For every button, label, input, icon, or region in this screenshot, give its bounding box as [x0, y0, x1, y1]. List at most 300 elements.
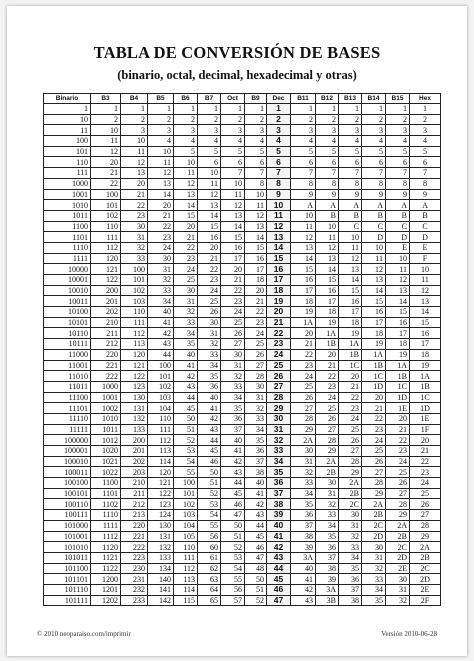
table-cell: 14	[339, 275, 362, 286]
table-cell: 24	[174, 264, 198, 275]
table-cell: 37	[221, 424, 245, 435]
table-cell: D	[362, 232, 386, 243]
table-cell: 13	[267, 232, 291, 243]
table-cell: 16	[339, 296, 362, 307]
table-cell: 101110	[44, 584, 91, 595]
table-cell: 3	[245, 125, 267, 136]
table-cell: 3	[198, 125, 221, 136]
table-cell: 1	[267, 104, 291, 115]
table-cell: 140	[148, 574, 174, 585]
table-cell: 28	[267, 392, 291, 403]
table-cell: 25	[386, 467, 410, 478]
table-cell: 24	[148, 242, 174, 253]
table-cell: 15	[291, 264, 316, 275]
table-row	[44, 275, 441, 286]
table-cell: 12	[91, 146, 121, 157]
table-cell: 122	[148, 488, 174, 499]
table-cell: 15	[267, 253, 291, 264]
table-cell: 10	[148, 146, 174, 157]
table-cell: 100	[44, 136, 91, 147]
table-cell: 21	[121, 189, 148, 200]
table-cell: 45	[174, 403, 198, 414]
column-header: B5	[148, 94, 174, 104]
table-cell: 9	[291, 189, 316, 200]
table-cell: 22	[362, 413, 386, 424]
table-cell: 1E	[410, 413, 441, 424]
table-cell: 4	[267, 136, 291, 147]
table-cell: 37	[267, 488, 291, 499]
table-cell: 17	[267, 275, 291, 286]
table-cell: 12	[198, 189, 221, 200]
table-cell: 25	[410, 488, 441, 499]
table-cell: 7	[245, 168, 267, 179]
table-cell: 10	[410, 264, 441, 275]
table-cell: 25	[267, 360, 291, 371]
table-cell: 23	[410, 467, 441, 478]
table-cell: 12	[148, 168, 174, 179]
table-cell: 124	[148, 510, 174, 521]
table-cell: 100001	[44, 446, 91, 457]
table-row	[44, 339, 441, 350]
table-row	[44, 392, 441, 403]
table-cell: 11	[44, 125, 91, 136]
table-cell: 31	[267, 424, 291, 435]
table-cell: 22	[148, 221, 174, 232]
table-cell: 60	[198, 542, 221, 553]
table-cell: 45	[221, 488, 245, 499]
table-cell: 2D	[410, 574, 441, 585]
table-cell: 30	[148, 253, 174, 264]
table-cell: 10	[174, 157, 198, 168]
table-cell: 1	[91, 104, 121, 115]
table-cell: 56	[221, 584, 245, 595]
table-row	[44, 328, 441, 339]
table-cell: 103	[174, 510, 198, 521]
table-cell: 12	[386, 275, 410, 286]
table-cell: 212	[91, 339, 121, 350]
table-cell: 1	[44, 104, 91, 115]
table-cell: 35	[316, 531, 339, 542]
table-cell: 11	[198, 178, 221, 189]
table-cell: 1102	[91, 499, 121, 510]
table-cell: 100000	[44, 435, 91, 446]
table-cell: 16	[410, 328, 441, 339]
table-cell: 32	[148, 275, 174, 286]
table-cell: 1	[174, 104, 198, 115]
table-cell: 32	[316, 499, 339, 510]
table-cell: 13	[291, 242, 316, 253]
table-cell: 12	[121, 157, 148, 168]
table-cell: 203	[121, 467, 148, 478]
table-cell: 3	[148, 125, 174, 136]
table-cell: 52	[174, 435, 198, 446]
table-cell: 5	[386, 146, 410, 157]
table-cell: 1111	[44, 253, 91, 264]
table-cell: 1F	[410, 424, 441, 435]
table-cell: 102	[91, 210, 121, 221]
column-header: B13	[339, 94, 362, 104]
table-cell: 222	[121, 542, 148, 553]
table-cell: 100	[91, 189, 121, 200]
document-page	[7, 6, 467, 656]
table-row	[44, 563, 441, 574]
table-cell: 101	[174, 488, 198, 499]
table-cell: 42	[267, 542, 291, 553]
table-cell: 1020	[91, 446, 121, 457]
table-cell: 33	[198, 349, 221, 360]
table-cell: 34	[221, 392, 245, 403]
table-cell: 16	[291, 275, 316, 286]
table-cell: 47	[245, 552, 267, 563]
table-cell: 22	[121, 200, 148, 211]
table-cell: 101010	[44, 542, 91, 553]
table-cell: 1110	[91, 510, 121, 521]
table-cell: 19	[339, 328, 362, 339]
table-cell: 5	[267, 146, 291, 157]
column-header: B14	[362, 94, 386, 104]
table-row	[44, 114, 441, 125]
table-cell: 46	[267, 584, 291, 595]
table-cell: 35	[198, 371, 221, 382]
table-cell: 1D	[362, 381, 386, 392]
table-cell: 26	[362, 456, 386, 467]
table-cell: 10	[339, 232, 362, 243]
table-cell: 2	[291, 114, 316, 125]
table-cell: 40	[198, 392, 221, 403]
table-cell: 1	[291, 104, 316, 115]
table-cell: 1	[148, 104, 174, 115]
table-cell: 18	[410, 349, 441, 360]
table-cell: 35	[267, 467, 291, 478]
table-row	[44, 467, 441, 478]
table-cell: 52	[221, 542, 245, 553]
table-row	[44, 371, 441, 382]
table-cell: 51	[174, 424, 198, 435]
table-cell: 111	[121, 317, 148, 328]
table-cell: 23	[121, 210, 148, 221]
table-cell: 2	[148, 114, 174, 125]
table-cell: 16	[316, 285, 339, 296]
table-cell: 36	[221, 413, 245, 424]
table-cell: 11	[221, 189, 245, 200]
table-cell: 14	[386, 296, 410, 307]
table-cell: 17	[362, 317, 386, 328]
table-row	[44, 136, 441, 147]
table-cell: 31	[362, 552, 386, 563]
table-cell: 13	[198, 200, 221, 211]
column-header: B3	[91, 94, 121, 104]
table-cell: 4	[362, 136, 386, 147]
table-cell: 32	[198, 339, 221, 350]
table-cell: 18	[362, 328, 386, 339]
table-cell: 38	[339, 595, 362, 606]
table-cell: 31	[148, 264, 174, 275]
table-cell: 22	[245, 307, 267, 318]
table-cell: 21	[339, 381, 362, 392]
table-cell: 25	[198, 296, 221, 307]
table-cell: 17	[221, 253, 245, 264]
table-cell: 23	[174, 253, 198, 264]
table-cell: 24	[291, 371, 316, 382]
table-cell: 35	[174, 339, 198, 350]
table-cell: 32	[386, 595, 410, 606]
table-cell: 22	[339, 392, 362, 403]
table-cell: 200	[91, 285, 121, 296]
table-cell: 230	[121, 563, 148, 574]
table-cell: 1B	[410, 381, 441, 392]
table-cell: 24	[267, 349, 291, 360]
table-header-row	[44, 94, 441, 104]
table-cell: 21	[245, 296, 267, 307]
table-cell: 15	[339, 285, 362, 296]
table-row	[44, 296, 441, 307]
table-cell: 9	[410, 189, 441, 200]
table-cell: 100100	[44, 478, 91, 489]
table-cell: 22	[198, 264, 221, 275]
table-cell: 1B	[362, 360, 386, 371]
table-cell: 20	[198, 242, 221, 253]
table-cell: 113	[148, 446, 174, 457]
table-cell: 101011	[44, 552, 91, 563]
table-cell: 1	[410, 104, 441, 115]
table-cell: 14	[174, 200, 198, 211]
table-cell: 28	[410, 520, 441, 531]
table-cell: 10	[245, 189, 267, 200]
table-cell: 37	[316, 552, 339, 563]
table-cell: 23	[221, 296, 245, 307]
table-cell: 25	[362, 446, 386, 457]
table-cell: 22	[91, 178, 121, 189]
table-cell: 14	[245, 232, 267, 243]
table-cell: D	[386, 232, 410, 243]
table-cell: 132	[121, 413, 148, 424]
table-cell: 11	[174, 168, 198, 179]
table-cell: 12	[339, 253, 362, 264]
table-row	[44, 360, 441, 371]
table-cell: 24	[386, 456, 410, 467]
table-cell: 42	[148, 328, 174, 339]
table-cell: 7	[316, 168, 339, 179]
table-cell: 52	[198, 488, 221, 499]
table-row	[44, 242, 441, 253]
table-cell: 32	[339, 531, 362, 542]
table-cell: 29	[410, 531, 441, 542]
table-cell: 1A	[410, 371, 441, 382]
table-cell: 1	[339, 104, 362, 115]
table-cell: 3	[386, 125, 410, 136]
table-cell: 33	[245, 413, 267, 424]
table-cell: 11	[410, 275, 441, 286]
table-cell: 29	[291, 424, 316, 435]
table-cell: 53	[221, 552, 245, 563]
table-row	[44, 349, 441, 360]
table-cell: 133	[121, 424, 148, 435]
table-cell: 114	[174, 584, 198, 595]
table-cell: 55	[174, 467, 198, 478]
table-cell: 103	[121, 296, 148, 307]
table-cell: 2E	[410, 584, 441, 595]
column-header: B15	[386, 94, 410, 104]
table-cell: C	[410, 221, 441, 232]
table-row	[44, 285, 441, 296]
table-cell: 20	[91, 157, 121, 168]
table-cell: 100	[121, 264, 148, 275]
table-cell: 1A	[339, 339, 362, 350]
table-row	[44, 488, 441, 499]
table-cell: 55	[198, 520, 221, 531]
table-cell: 14	[291, 253, 316, 264]
table-cell: 33	[362, 574, 386, 585]
table-cell: 4	[339, 136, 362, 147]
table-cell: 4	[221, 136, 245, 147]
table-cell: 102	[121, 285, 148, 296]
table-cell: 141	[148, 584, 174, 595]
table-cell: 1202	[91, 595, 121, 606]
table-cell: 6	[410, 157, 441, 168]
table-cell: 28	[339, 456, 362, 467]
table-cell: 9	[386, 189, 410, 200]
table-cell: 110	[121, 307, 148, 318]
table-cell: 27	[221, 339, 245, 350]
table-cell: 44	[267, 563, 291, 574]
table-cell: 2	[245, 114, 267, 125]
table-cell: 10000	[44, 264, 91, 275]
table-cell: 47	[221, 510, 245, 521]
table-row	[44, 542, 441, 553]
table-cell: 200	[121, 435, 148, 446]
table-cell: 46	[221, 499, 245, 510]
table-cell: 20	[362, 392, 386, 403]
table-cell: E	[410, 242, 441, 253]
table-cell: 33	[121, 253, 148, 264]
table-cell: 3	[221, 125, 245, 136]
table-cell: 43	[198, 424, 221, 435]
table-cell: C	[339, 221, 362, 232]
table-cell: 10	[267, 200, 291, 211]
table-cell: 9	[267, 189, 291, 200]
table-cell: 34	[291, 488, 316, 499]
table-cell: 32	[362, 563, 386, 574]
table-cell: 20	[245, 285, 267, 296]
table-cell: 29	[267, 403, 291, 414]
table-cell: 32	[221, 371, 245, 382]
table-cell: 100111	[44, 510, 91, 521]
table-cell: 15	[362, 296, 386, 307]
table-cell: 7	[410, 168, 441, 179]
table-cell: 29	[386, 510, 410, 521]
table-cell: 4	[245, 136, 267, 147]
table-cell: 41	[291, 574, 316, 585]
table-cell: 2	[121, 114, 148, 125]
table-cell: 21	[91, 168, 121, 179]
table-cell: 5	[316, 146, 339, 157]
table-cell: 21	[198, 253, 221, 264]
table-cell: 18	[245, 275, 267, 286]
table-cell: 13	[121, 168, 148, 179]
table-cell: 5	[291, 146, 316, 157]
table-cell: 26	[386, 478, 410, 489]
table-cell: 110	[148, 413, 174, 424]
table-cell: 30	[221, 349, 245, 360]
conversion-table	[43, 93, 441, 606]
table-cell: 25	[245, 339, 267, 350]
table-body	[44, 104, 441, 606]
table-cell: 1B	[316, 339, 339, 350]
table-cell: 8	[245, 178, 267, 189]
table-cell: 27	[291, 403, 316, 414]
table-cell: A	[291, 200, 316, 211]
table-cell: 5	[362, 146, 386, 157]
table-cell: 54	[174, 456, 198, 467]
table-cell: 100	[148, 360, 174, 371]
table-row	[44, 456, 441, 467]
table-cell: 5	[198, 146, 221, 157]
table-cell: 202	[91, 307, 121, 318]
table-cell: 6	[291, 157, 316, 168]
table-cell: 37	[291, 520, 316, 531]
table-cell: 34	[267, 456, 291, 467]
table-cell: 131	[148, 531, 174, 542]
table-cell: 220	[121, 520, 148, 531]
table-cell: 31	[121, 232, 148, 243]
table-cell: 12	[291, 232, 316, 243]
table-row	[44, 435, 441, 446]
table-cell: 2	[339, 114, 362, 125]
table-cell: 4	[174, 136, 198, 147]
table-row	[44, 253, 441, 264]
table-cell: 4	[198, 136, 221, 147]
table-cell: 19	[316, 317, 339, 328]
table-cell: 40	[291, 563, 316, 574]
page-subtitle: (binario, octal, decimal, hexadecimal y otras)	[117, 68, 357, 82]
table-cell: 1	[221, 104, 245, 115]
table-cell: 24	[362, 435, 386, 446]
table-cell: 20	[291, 328, 316, 339]
table-cell: 26	[291, 392, 316, 403]
table-cell: 50	[198, 467, 221, 478]
table-cell: 2	[362, 114, 386, 125]
table-cell: 7	[386, 168, 410, 179]
table-cell: 1112	[91, 531, 121, 542]
table-cell: 11	[91, 136, 121, 147]
table-cell: 52	[245, 595, 267, 606]
table-cell: 2E	[386, 563, 410, 574]
table-cell: 2D	[386, 552, 410, 563]
table-cell: 10	[316, 221, 339, 232]
table-cell: 62	[198, 563, 221, 574]
table-cell: 220	[91, 349, 121, 360]
table-cell: 28	[291, 413, 316, 424]
column-header: B4	[121, 94, 148, 104]
table-cell: 42	[198, 413, 221, 424]
table-row	[44, 574, 441, 585]
table-cell: 1011	[91, 424, 121, 435]
table-cell: 1111	[91, 520, 121, 531]
table-cell: 11010	[44, 371, 91, 382]
table-cell: 32	[174, 307, 198, 318]
table-cell: 39	[291, 542, 316, 553]
table-cell: 30	[386, 574, 410, 585]
table-row	[44, 403, 441, 414]
table-cell: 39	[267, 510, 291, 521]
table-row	[44, 221, 441, 232]
table-row	[44, 413, 441, 424]
table-cell: 29	[362, 488, 386, 499]
column-header: B6	[174, 94, 198, 104]
table-cell: 10	[221, 178, 245, 189]
table-cell: 4	[291, 136, 316, 147]
table-cell: 2C	[339, 499, 362, 510]
